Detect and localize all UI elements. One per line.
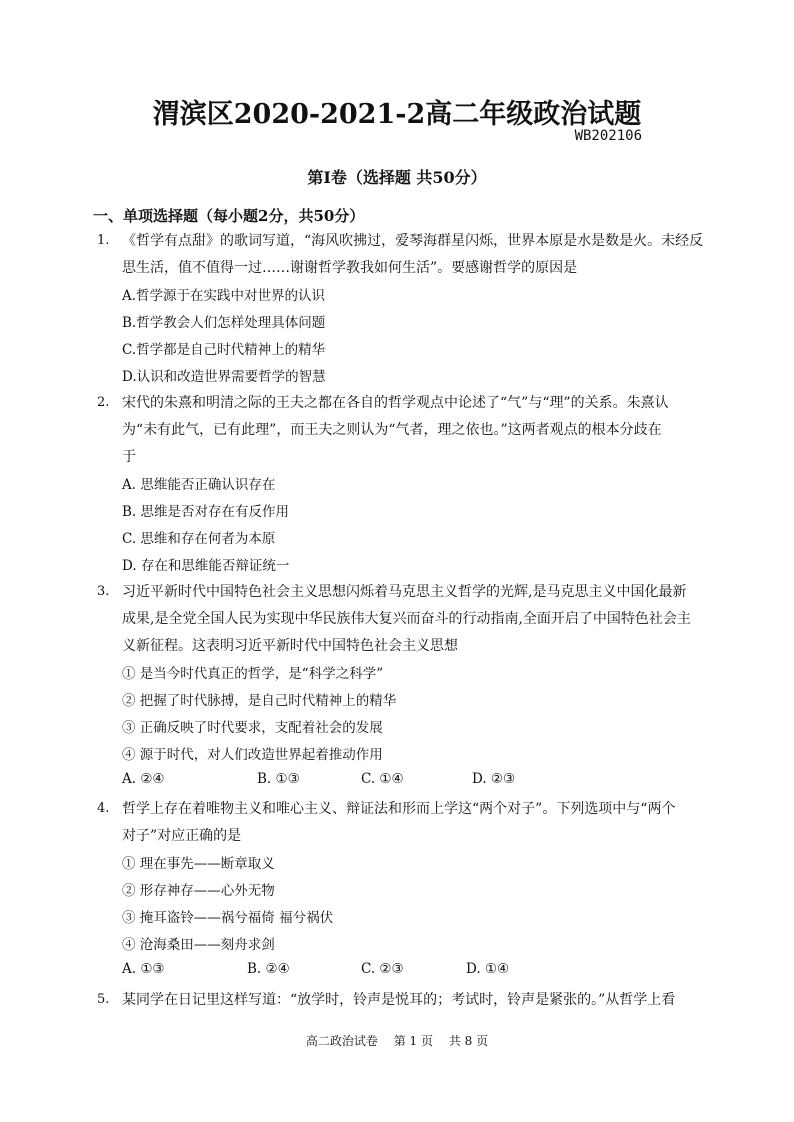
q3-answer-b: B. ①③: [257, 771, 300, 787]
exam-title: 渭滨区2020-2021-2高二年级政治试题: [152, 99, 642, 130]
q4-item-1: ① 理在事先——断章取义: [122, 856, 275, 872]
q2-option-a: A. 思维能否正确认识存在: [122, 477, 276, 493]
q2-stem-line: 于: [122, 449, 136, 465]
q2-stem-line: 宋代的朱熹和明清之际的王夫之都在各自的哲学观点中论述了“气”与“理”的关系。朱熹认: [122, 395, 669, 411]
q3-stem-line: 成果,是全党全国人民为实现中华民族伟大复兴而奋斗的行动指南,全面开启了中国特色社会主: [122, 611, 691, 627]
q4-item-4: ④ 沧海桑田——刻舟求剑: [122, 937, 275, 953]
q2-number: 2.: [97, 395, 110, 410]
section-title: 第Ⅰ卷（选择题 共50分）: [307, 168, 487, 187]
q2-option-b: B. 思维是否对存在有反作用: [122, 504, 290, 520]
footer-page-total: 共 8 页: [448, 1034, 489, 1048]
q4-stem-line: 哲学上存在着唯物主义和唯心主义、辩证法和形而上学这“两个对子”。下列选项中与“两个: [122, 801, 676, 817]
q3-stem-line: 义新征程。这表明习近平新时代中国特色社会主义思想: [122, 638, 458, 654]
footer-subject: 高二政治试卷: [305, 1034, 378, 1048]
footer-page-number: 第 1 页: [393, 1034, 433, 1048]
q1-stem-line: 思生活，值不值得一过……谢谢哲学教我如何生活”。要感谢哲学的原因是: [122, 260, 578, 276]
q3-answer-c: C. ①④: [361, 771, 404, 787]
part-title: 一、单项选择题（每小题2分，共50分）: [93, 207, 365, 225]
q5-stem-line: 某同学在日记里这样写道：“放学时，铃声是悦耳的；考试时，铃声是紧张的。”从哲学上看: [122, 992, 676, 1008]
q3-item-4: ④ 源于时代，对人们改造世界起着推动作用: [122, 747, 383, 763]
q1-option-d: D.认识和改造世界需要哲学的智慧: [122, 369, 326, 385]
q4-answer-d: D. ①④: [466, 961, 510, 977]
q2-option-d: D. 存在和思维能否辩证统一: [122, 558, 290, 574]
q4-item-2: ② 形存神存——心外无物: [122, 883, 275, 899]
q3-answer-d: D. ②③: [472, 771, 516, 787]
q3-number: 3.: [97, 584, 110, 599]
q1-number: 1.: [97, 233, 110, 248]
q3-item-2: ② 把握了时代脉搏，是自己时代精神上的精华: [122, 693, 397, 709]
q4-stem-line: 对子”对应正确的是: [122, 828, 242, 844]
q3-stem-line: 习近平新时代中国特色社会主义思想闪烁着马克思主义哲学的光辉,是马克思主义中国化最新: [122, 584, 687, 600]
page-footer: [0, 1032, 794, 1049]
q1-option-a: A.哲学源于在实践中对世界的认识: [122, 288, 326, 304]
q4-answer-c: C. ②③: [361, 961, 404, 977]
q3-item-1: ① 是当今时代真正的哲学，是“科学之科学”: [122, 666, 384, 682]
q4-answer-b: B. ②④: [247, 961, 290, 977]
exam-code: WB202106: [574, 128, 642, 144]
q5-number: 5.: [97, 992, 110, 1007]
q3-answer-a: A. ②④: [122, 771, 165, 787]
q4-item-3: ③ 掩耳盗铃——祸兮福倚 福兮祸伏: [122, 910, 334, 926]
q1-option-b: B.哲学教会人们怎样处理具体问题: [122, 315, 326, 331]
q2-stem-line: 为“未有此气，已有此理”，而王夫之则认为“气者，理之依也。”这两者观点的根本分歧在: [122, 422, 662, 438]
q3-item-3: ③ 正确反映了时代要求，支配着社会的发展: [122, 720, 383, 736]
q2-option-c: C. 思维和存在何者为本原: [122, 531, 276, 547]
q1-option-c: C.哲学都是自己时代精神上的精华: [122, 342, 326, 358]
q4-number: 4.: [97, 801, 110, 816]
q1-stem-line: 《哲学有点甜》的歌词写道，“海风吹拂过，爱琴海群星闪烁，世界本原是水是数是火。未经反: [122, 233, 704, 249]
q4-answer-a: A. ①③: [122, 961, 165, 977]
